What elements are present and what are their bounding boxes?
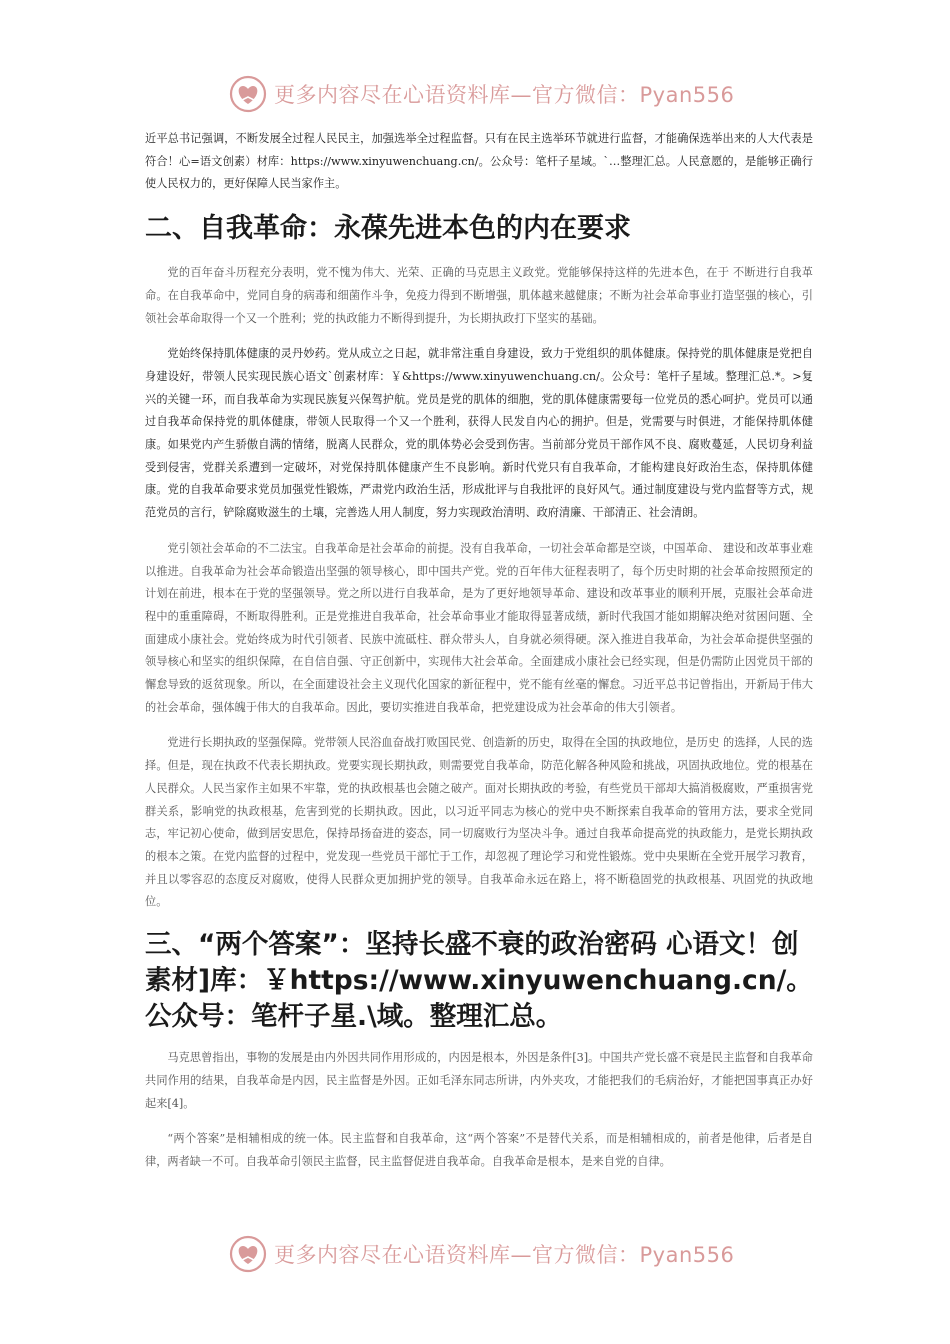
paragraph-1: 党的百年奋斗历程充分表明，党不愧为伟大、光荣、正确的马克思主义政党。党能够保持这样的先进本色，在于 不断进行自我革命。在自我革命中，党同自身的病毒和细菌作斗争，免疫力得到不断增强，肌体越来越健康；不断为社会革命事业打造坚强的核心，引领社会革命取得一个又一个胜利；党的执政能力不断得到提升，为长期执政打下坚实的基础。: [145, 266, 813, 325]
section-heading-2: 二、自我革命：永葆先进本色的内在要求: [145, 213, 631, 245]
paragraph-3: 党引领社会革命的不二法宝。自我革命是社会革命的前提。没有自我革命，一切社会革命都是空谈，中国革命、 建设和改革事业难以推进。自我革命为社会革命锻造出坚强的领导核心，即中国共产党。党的百年伟大征程表明了，每个历史时期的社会革命按照预定的计划在前进，根本在于党的坚强领导。党之所以进行自我革命，是为了更好地领导革命、建设和改革事业的顺利开展，克服社会革命进程中的重重障碍，不断取得胜利。正是党推进自我革命，社会革命事业才能取得显著成绩，新时代我国才能如期解决绝对贫困问题、全面建成小康社会。党始终成为时代引领者、民族中流砥柱、群众带头人，自身就必须得硬。深入推进自我革命，为社会革命提供坚强的领导核心和坚实的组织保障，在自信自强、守正创新中，实现伟大社会革命。全面建成小康社会已经实现，但是仍需防止因党员干部的懈怠导致的返贫现象。所以，在全面建设社会主义现代化国家的新征程中，党不能有丝毫的懈怠。习近平总书记曾指出，开新局于伟大的社会革命，强体魄于伟大的自我革命。因此，要切实推进自我革命，把党建设成为社会革命的伟大引领者。: [145, 541, 813, 714]
footer-banner[interactable]: [228, 1232, 735, 1276]
paragraph-intro: 近平总书记强调，不断发展全过程人民民主，加强选举全过程监督。只有在民主选举环节就进行监督，才能确保选举出来的人大代表是符合！心=语文创素）材库：https://www.xinyuwenchuang.cn/。公众号：笔杆子星域。`…整理汇总。人民意愿的，是能够正确行使人民权力的，更好保障人民当家作主。: [145, 132, 813, 191]
paragraph-4: 党进行长期执政的坚强保障。党带领人民浴血奋战打败国民党、创造新的历史，取得在全国的执政地位，是历史 的选择，人民的选择。但是，现在执政不代表长期执政。党要实现长期执政，则需要党自我革命，防范化解各种风险和挑战，巩固执政地位。党的根基在人民群众。人民当家作主如果不牢靠，党的执政根基也会随之破产。面对长期执政的考验，有些党员干部却大搞消极腐败，严重损害党群关系，影响党的执政根基，危害到党的长期执政。因此，以习近平同志为核心的党中央不断探索自我革命的管用方法，要求全党同志，牢记初心使命，做到居安思危，保持昂扬奋进的姿态，同一切腐败行为坚决斗争。通过自我革命提高党的执政能力，是党长期执政的根本之策。在党内监督的过程中，党发现一些党员干部忙于工作，却忽视了理论学习和党性锻炼。党中央果断在全党开展学习教育，并且以零容忍的态度反对腐败，使得人民群众更加拥护党的领导。自我革命永远在路上，将不断稳固党的执政根基、巩固党的执政地位。: [145, 736, 813, 909]
paragraph-6: “两个答案”是相辅相成的统一体。民主监督和自我革命，这“两个答案”不是替代关系，而是相辅相成的，前者是他律，后者是自律，两者缺一不可。自我革命引领民主监督，民主监督促进自我革命。自我革命是根本，是来自党的自律。: [145, 1132, 813, 1168]
wechat-id: Pyan556: [639, 1243, 735, 1267]
wechat-id: Pyan556: [639, 83, 735, 107]
paragraph-2: 党始终保持肌体健康的灵丹妙药。党从成立之日起，就非常注重自身建设，致力于党组织的肌体健康。保持党的肌体健康是党把自身建设好，带领人民实现民族心语文`创素材库：￥&https://www.xinyuwenchuang.cn/。公众号：笔杆子星域。整理汇总.*。>复兴的关键一环，而自我革命为实现民族复兴保驾护航。党员是党的肌体的细胞，党的肌体健康需要每一位党员的悉心呵护。党员可以通过自我革命保持党的肌体健康，带领人民取得一个又一个胜利，获得人民发自内心的拥护。但是，党需要与时俱进，才能保持肌体健康。如果党内产生骄傲自满的情绪，脱离人民群众，党的肌体势必会受到伤害。当前部分党员干部作风不良、腐败蔓延，人民切身利益受到侵害，党群关系遭到一定破坏，对党保持肌体健康产生不良影响。新时代党只有自我革命，才能构建良好政治生态，保持肌体健康。党的自我革命要求党员加强党性锻炼，严肃党内政治生活，形成批评与自我批评的良好风气。通过制度建设与党内监督等方式，规范党员的言行，铲除腐败滋生的土壤，完善选人用人制度，努力实现政治清明、政府清廉、干部清正、社会清朗。: [145, 347, 813, 520]
heart-book-logo-icon: [228, 1234, 268, 1274]
heart-book-logo-icon: [228, 74, 268, 114]
article-body: [145, 128, 813, 1174]
banner-text: 更多内容尽在心语资料库—官方微信：Pyan556: [274, 1243, 735, 1267]
header-banner[interactable]: [228, 72, 735, 116]
banner-text: 更多内容尽在心语资料库—官方微信：Pyan556: [274, 83, 735, 107]
paragraph-5: 马克思曾指出，事物的发展是由内外因共同作用形成的，内因是根本，外因是条件[3]。中国共产党长盛不衰是民主监督和自我革命共同作用的结果，自我革命是内因，民主监督是外因。正如毛泽东同志所讲，内外夹攻，才能把我们的毛病治好，才能把国事真正办好起来[4]。: [145, 1051, 813, 1110]
section-heading-3: 三、“两个答案”：坚持长盛不衰的政治密码 心语文！创素材]库：￥https://www.xinyuwenchuang.cn/。公众号：笔杆子星.\域。整理汇总。: [145, 929, 813, 1033]
